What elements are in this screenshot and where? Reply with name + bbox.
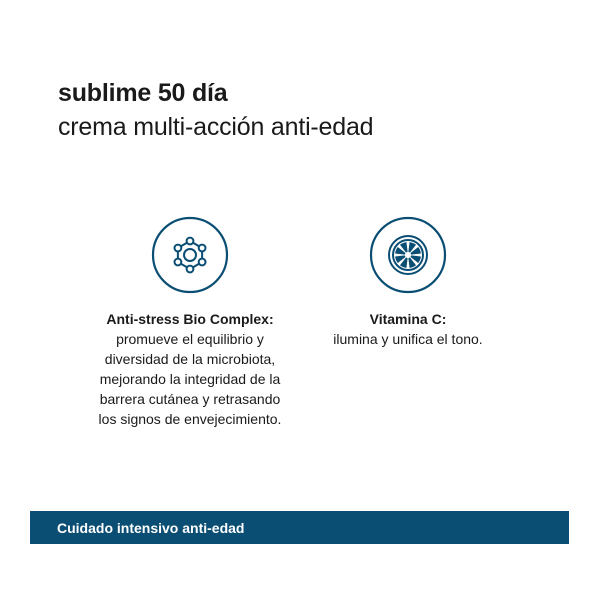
feature-heading: Anti-stress Bio Complex: [106, 311, 274, 327]
feature-heading: Vitamina C: [369, 311, 447, 327]
promo-banner [30, 511, 569, 544]
banner-text: Cuidado intensivo anti-edad [57, 519, 245, 536]
feature-description: ilumina y unifica el tono. [333, 331, 483, 347]
feature-description: promueve el equilibrio y diversidad de la microbiota, mejorando la integridad de la barrera cutánea y retrasando los signos de envejecimiento. [98, 331, 282, 427]
product-title: sublime 50 día [58, 79, 228, 107]
product-subtitle: crema multi-acción anti-edad [58, 113, 374, 141]
citrus-slice-icon [369, 216, 447, 294]
feature-bio-complex [80, 216, 300, 429]
molecule-icon [151, 216, 229, 294]
feature-vitamin-c [300, 216, 516, 349]
